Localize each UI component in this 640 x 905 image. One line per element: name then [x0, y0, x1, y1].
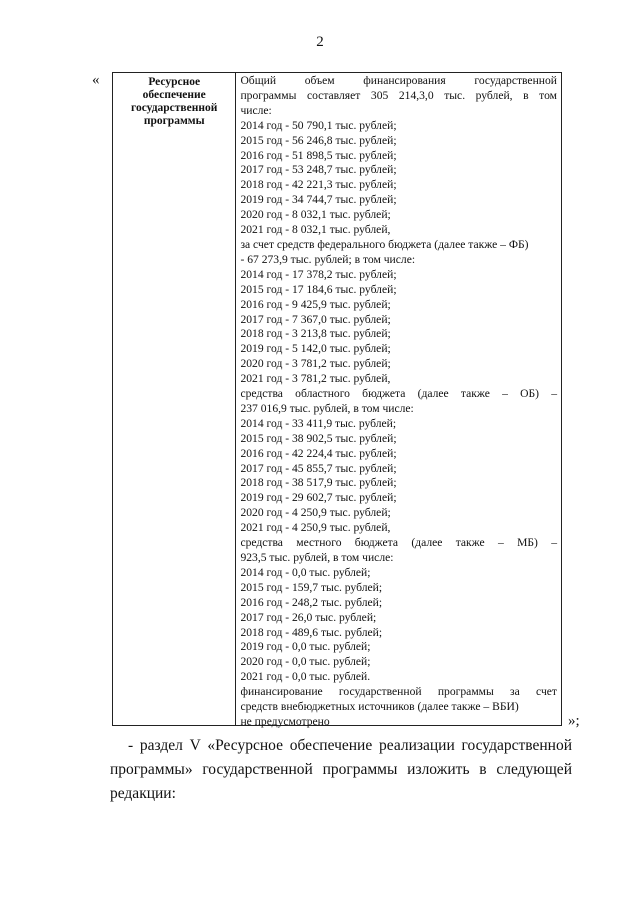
section-text-line — [110, 760, 572, 780]
content-line: 2014 год - 0,0 тыс. рублей; — [240, 565, 371, 579]
content-line: 2018 год - 489,6 тыс. рублей; — [240, 625, 383, 639]
content-line: 2018 год - 38 517,9 тыс. рублей; — [240, 476, 397, 490]
content-line: 2021 год - 8 032,1 тыс. рублей, — [240, 223, 391, 237]
resource-table — [112, 72, 562, 726]
content-line: 2014 год - 33 411,9 тыс. рублей; — [240, 416, 397, 430]
content-line: 2016 год - 9 425,9 тыс. рублей; — [240, 297, 391, 311]
content-line: 2017 год - 7 367,0 тыс. рублей; — [240, 312, 391, 326]
content-line: не предусмотрено — [240, 714, 330, 728]
content-line: 2017 год - 53 248,7 тыс. рублей; — [240, 163, 397, 177]
section-line-2: программы» государственной программы изложить в следующей — [110, 761, 572, 778]
content-line: 2021 год - 4 250,9 тыс. рублей, — [240, 521, 391, 535]
page-number: 2 — [316, 34, 324, 50]
content-line: 237 016,9 тыс. рублей, в том числе: — [240, 401, 414, 415]
heading-line: программы — [143, 115, 205, 127]
content-line: 2014 год - 17 378,2 тыс. рублей; — [240, 267, 397, 281]
content-line: 2020 год - 3 781,2 тыс. рублей; — [240, 357, 391, 371]
content-line: программы составляет 305 214,3,0 тыс. рублей, в том — [240, 88, 557, 102]
heading-line: обеспечение — [142, 89, 206, 101]
content-line: 2018 год - 42 221,3 тыс. рублей; — [240, 178, 397, 192]
content-line: 2017 год - 26,0 тыс. рублей; — [240, 610, 377, 624]
content-line: 2015 год - 159,7 тыс. рублей; — [240, 580, 383, 594]
table-content-cell — [236, 73, 561, 728]
content-line: 2015 год - 56 246,8 тыс. рублей; — [240, 133, 397, 147]
section-line-3: редакции: — [110, 785, 176, 802]
content-line: числе: — [240, 103, 272, 117]
content-line: 2018 год - 3 213,8 тыс. рублей; — [240, 327, 391, 341]
content-line: 2021 год - 0,0 тыс. рублей. — [240, 670, 371, 684]
content-line: 2016 год - 248,2 тыс. рублей; — [240, 595, 383, 609]
content-line: 2014 год - 50 790,1 тыс. рублей; — [240, 118, 397, 132]
opening-quote: « — [92, 72, 100, 88]
content-line: 2019 год - 5 142,0 тыс. рублей; — [240, 342, 391, 356]
content-line: 2015 год - 38 902,5 тыс. рублей; — [240, 431, 397, 445]
content-line: средств внебюджетных источников (далее также – ВБИ) — [240, 700, 519, 714]
content-line: Общий объем финансирования государственной — [240, 74, 557, 87]
content-line: 2020 год - 0,0 тыс. рублей; — [240, 655, 371, 669]
section-text-line — [110, 784, 572, 804]
content-line: финансирование государственной программы за счет — [240, 685, 557, 699]
content-line: 2016 год - 51 898,5 тыс. рублей; — [240, 148, 397, 162]
content-line: за счет средств федерального бюджета (далее также – ФБ) — [240, 237, 529, 251]
content-line: 2020 год - 8 032,1 тыс. рублей; — [240, 208, 391, 222]
table-heading-cell — [113, 73, 236, 725]
heading-line: государственной — [131, 102, 218, 114]
content-line: 2020 год - 4 250,9 тыс. рублей; — [240, 506, 391, 520]
content-line: 2019 год - 29 602,7 тыс. рублей; — [240, 491, 397, 505]
content-line: 2015 год - 17 184,6 тыс. рублей; — [240, 282, 397, 296]
content-line: средства местного бюджета (далее также – МБ) – — [240, 536, 557, 550]
heading-line: Ресурсное — [148, 76, 201, 88]
closing-quote: »; — [568, 713, 580, 729]
section-line-1: - раздел V «Ресурсное обеспечение реализации государственной — [128, 737, 572, 754]
content-line: 2021 год - 3 781,2 тыс. рублей, — [240, 372, 391, 386]
section-text-line — [110, 736, 572, 756]
content-line: - 67 273,9 тыс. рублей; в том числе: — [240, 252, 416, 266]
content-line: 2017 год - 45 855,7 тыс. рублей; — [240, 461, 397, 475]
content-line: средства областного бюджета (далее также – ОБ) – — [240, 387, 557, 401]
content-line: 923,5 тыс. рублей, в том числе: — [240, 551, 394, 564]
content-line: 2019 год - 0,0 тыс. рублей; — [240, 640, 371, 654]
content-line: 2016 год - 42 224,4 тыс. рублей; — [240, 446, 397, 460]
content-line: 2019 год - 34 744,7 тыс. рублей; — [240, 193, 397, 207]
